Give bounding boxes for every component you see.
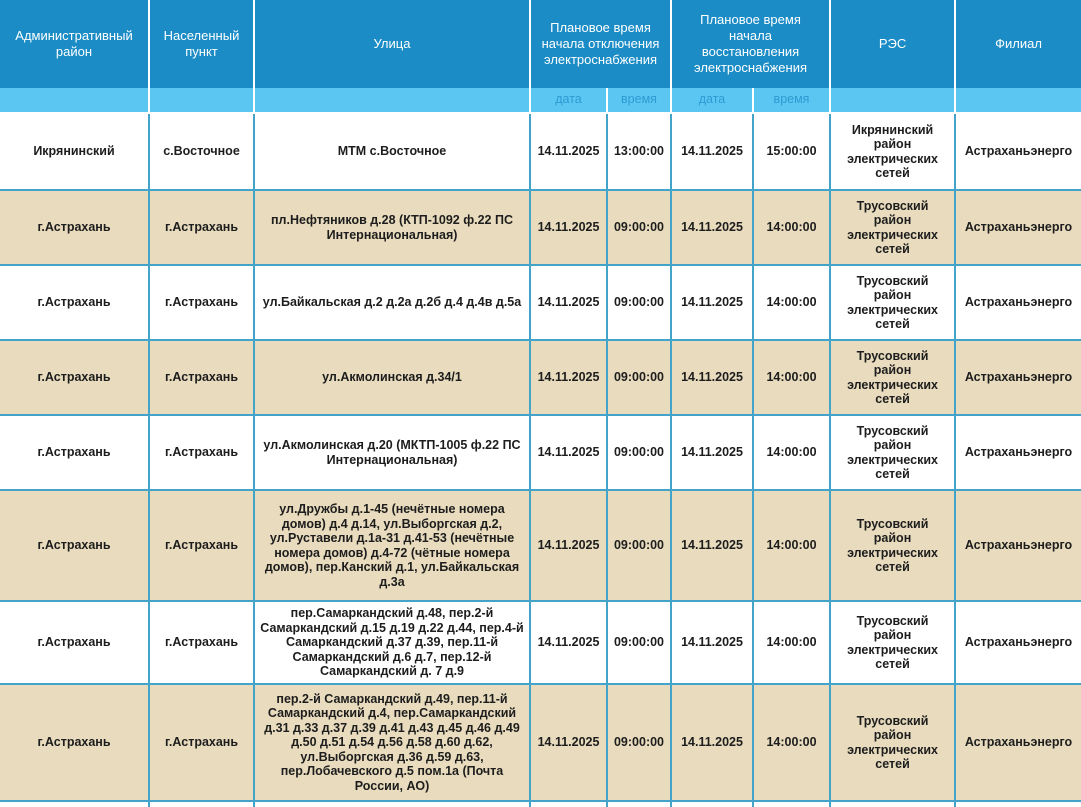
header-row (0, 0, 1081, 88)
cell-street: ул.Дружбы д.1-45 (нечётные номера домов) д.4 д.14, ул.Выборгская д.2, ул.Руставели д.1а-31 д.41-53 (нечётные номера домов) д.4-72 (чётные номера домов), пер.Канский д.1, ул.Байкальская д.3а (254, 490, 530, 601)
cell-street: МТМ с.Восточное (254, 113, 530, 190)
cell-settlement: с.Восточное (149, 113, 254, 190)
cell-off-date: 14.11.2025 (530, 490, 607, 601)
col-header-res: РЭС (830, 0, 955, 88)
table-body (0, 113, 1081, 807)
cell-res: Икрянинский район электрических сетей (830, 113, 955, 190)
cell-res: Трусовский район электрических сетей (830, 684, 955, 801)
cell-on-time: 14:00:00 (753, 684, 830, 801)
cell-res: Трусовский район электрических сетей (830, 601, 955, 684)
cell-off-date: 14.11.2025 (530, 601, 607, 684)
cell-settlement (149, 801, 254, 807)
cell-off-date: 14.11.2025 (530, 265, 607, 340)
cell-settlement: г.Астрахань (149, 340, 254, 415)
cell-settlement: г.Астрахань (149, 415, 254, 490)
cell-branch: Астраханьэнерго (955, 340, 1081, 415)
cell-off-date: 14.11.2025 (530, 340, 607, 415)
cell-off-time: 09:00:00 (607, 415, 671, 490)
cell-on-date: 14.11.2025 (671, 190, 753, 265)
cell-branch: Астраханьэнерго (955, 265, 1081, 340)
cell-branch: Астраханьэнерго (955, 190, 1081, 265)
cell-off-date: 14.11.2025 (530, 415, 607, 490)
cell-district: г.Астрахань (0, 265, 149, 340)
table-row (0, 415, 1081, 490)
cell-off-time: 09:00:00 (607, 265, 671, 340)
table-row (0, 113, 1081, 190)
cell-off-date (530, 801, 607, 807)
subheader-street-empty (254, 88, 530, 113)
cell-on-date: 14.11.2025 (671, 415, 753, 490)
subheader-branch-empty (955, 88, 1081, 113)
cell-district: Икрянинский (0, 113, 149, 190)
cell-district (0, 801, 149, 807)
cell-off-time: 09:00:00 (607, 190, 671, 265)
cell-off-date: 14.11.2025 (530, 113, 607, 190)
cell-on-date: 14.11.2025 (671, 265, 753, 340)
col-header-restore-time: Плановое время начала восстановления электроснабжения (671, 0, 830, 88)
col-header-outage-time: Плановое время начала отключения электроснабжения (530, 0, 671, 88)
cell-off-time: 09:00:00 (607, 340, 671, 415)
cell-settlement: г.Астрахань (149, 265, 254, 340)
cell-district: г.Астрахань (0, 490, 149, 601)
cell-res: Трусовский район электрических сетей (830, 265, 955, 340)
cell-street: ул.Акмолинская д.34/1 (254, 340, 530, 415)
cell-off-date: 14.11.2025 (530, 684, 607, 801)
cell-on-time: 14:00:00 (753, 340, 830, 415)
cell-district: г.Астрахань (0, 190, 149, 265)
cell-off-time: 09:00:00 (607, 490, 671, 601)
cell-res: Трусовский район электрических сетей (830, 490, 955, 601)
table-header (0, 0, 1081, 113)
subheader-row (0, 88, 1081, 113)
cell-street: пер.Самаркандский д.48, пер.2-й Самаркандский д.15 д.19 д.22 д.44, пер.4-й Самаркандский д.37 д.39, пер.11-й Самаркандский д.6 д.7, пер.12-й Самаркандский д. 7 д.9 (254, 601, 530, 684)
col-header-settlement: Населенный пункт (149, 0, 254, 88)
cell-street: пл.Нефтяников д.28 (КТП-1092 ф.22 ПС Интернациональная) (254, 190, 530, 265)
table-row (0, 340, 1081, 415)
cell-on-date: 14.11.2025 (671, 684, 753, 801)
col-header-branch: Филиал (955, 0, 1081, 88)
cell-off-time (607, 801, 671, 807)
subheader-off-time: время (607, 88, 671, 113)
table-row (0, 265, 1081, 340)
cell-on-time: 14:00:00 (753, 190, 830, 265)
cell-branch (955, 801, 1081, 807)
cell-res: Трусовский район электрических сетей (830, 190, 955, 265)
cell-on-date: 14.11.2025 (671, 490, 753, 601)
table-row (0, 684, 1081, 801)
cell-res (830, 801, 955, 807)
subheader-settlement-empty (149, 88, 254, 113)
cell-off-time: 09:00:00 (607, 684, 671, 801)
cell-settlement: г.Астрахань (149, 601, 254, 684)
cell-district: г.Астрахань (0, 415, 149, 490)
cell-on-date: 14.11.2025 (671, 113, 753, 190)
cell-on-time: 14:00:00 (753, 601, 830, 684)
cell-off-time: 09:00:00 (607, 601, 671, 684)
cell-branch: Астраханьэнерго (955, 601, 1081, 684)
cell-on-time: 15:00:00 (753, 113, 830, 190)
cell-on-date: 14.11.2025 (671, 340, 753, 415)
cell-off-date: 14.11.2025 (530, 190, 607, 265)
cell-settlement: г.Астрахань (149, 490, 254, 601)
cell-district: г.Астрахань (0, 601, 149, 684)
cell-res: Трусовский район электрических сетей (830, 340, 955, 415)
cell-off-time: 13:00:00 (607, 113, 671, 190)
subheader-district-empty (0, 88, 149, 113)
cell-branch: Астраханьэнерго (955, 490, 1081, 601)
cell-district: г.Астрахань (0, 684, 149, 801)
cell-on-time: 14:00:00 (753, 490, 830, 601)
subheader-on-time: время (753, 88, 830, 113)
cell-branch: Астраханьэнерго (955, 684, 1081, 801)
cell-on-time: 14:00:00 (753, 415, 830, 490)
cell-on-time (753, 801, 830, 807)
cell-branch: Астраханьэнерго (955, 415, 1081, 490)
subheader-off-date: дата (530, 88, 607, 113)
cell-on-date (671, 801, 753, 807)
col-header-street: Улица (254, 0, 530, 88)
cell-street (254, 801, 530, 807)
cell-on-time: 14:00:00 (753, 265, 830, 340)
cell-street: ул.Байкальская д.2 д.2а д.2б д.4 д.4в д.5а (254, 265, 530, 340)
col-header-district: Административный район (0, 0, 149, 88)
cell-settlement: г.Астрахань (149, 190, 254, 265)
cell-on-date: 14.11.2025 (671, 601, 753, 684)
cell-settlement: г.Астрахань (149, 684, 254, 801)
table-row (0, 190, 1081, 265)
subheader-on-date: дата (671, 88, 753, 113)
cell-street: пер.2-й Самаркандский д.49, пер.11-й Самаркандский д.4, пер.Самаркандский д.31 д.33 д.37 д.39 д.41 д.43 д.45 д.46 д.49 д.50 д.51 д.54 д.56 д.58 д.60 д.62, ул.Выборгская д.36 д.59 д.63, пер.Лобачевского д.5 пом.1а (Почта России, АО) (254, 684, 530, 801)
table-row (0, 490, 1081, 601)
cell-district: г.Астрахань (0, 340, 149, 415)
subheader-res-empty (830, 88, 955, 113)
cell-res: Трусовский район электрических сетей (830, 415, 955, 490)
table-row-partial (0, 801, 1081, 807)
cell-branch: Астраханьэнерго (955, 113, 1081, 190)
cell-street: ул.Акмолинская д.20 (МКТП-1005 ф.22 ПС Интернациональная) (254, 415, 530, 490)
table-row (0, 601, 1081, 684)
